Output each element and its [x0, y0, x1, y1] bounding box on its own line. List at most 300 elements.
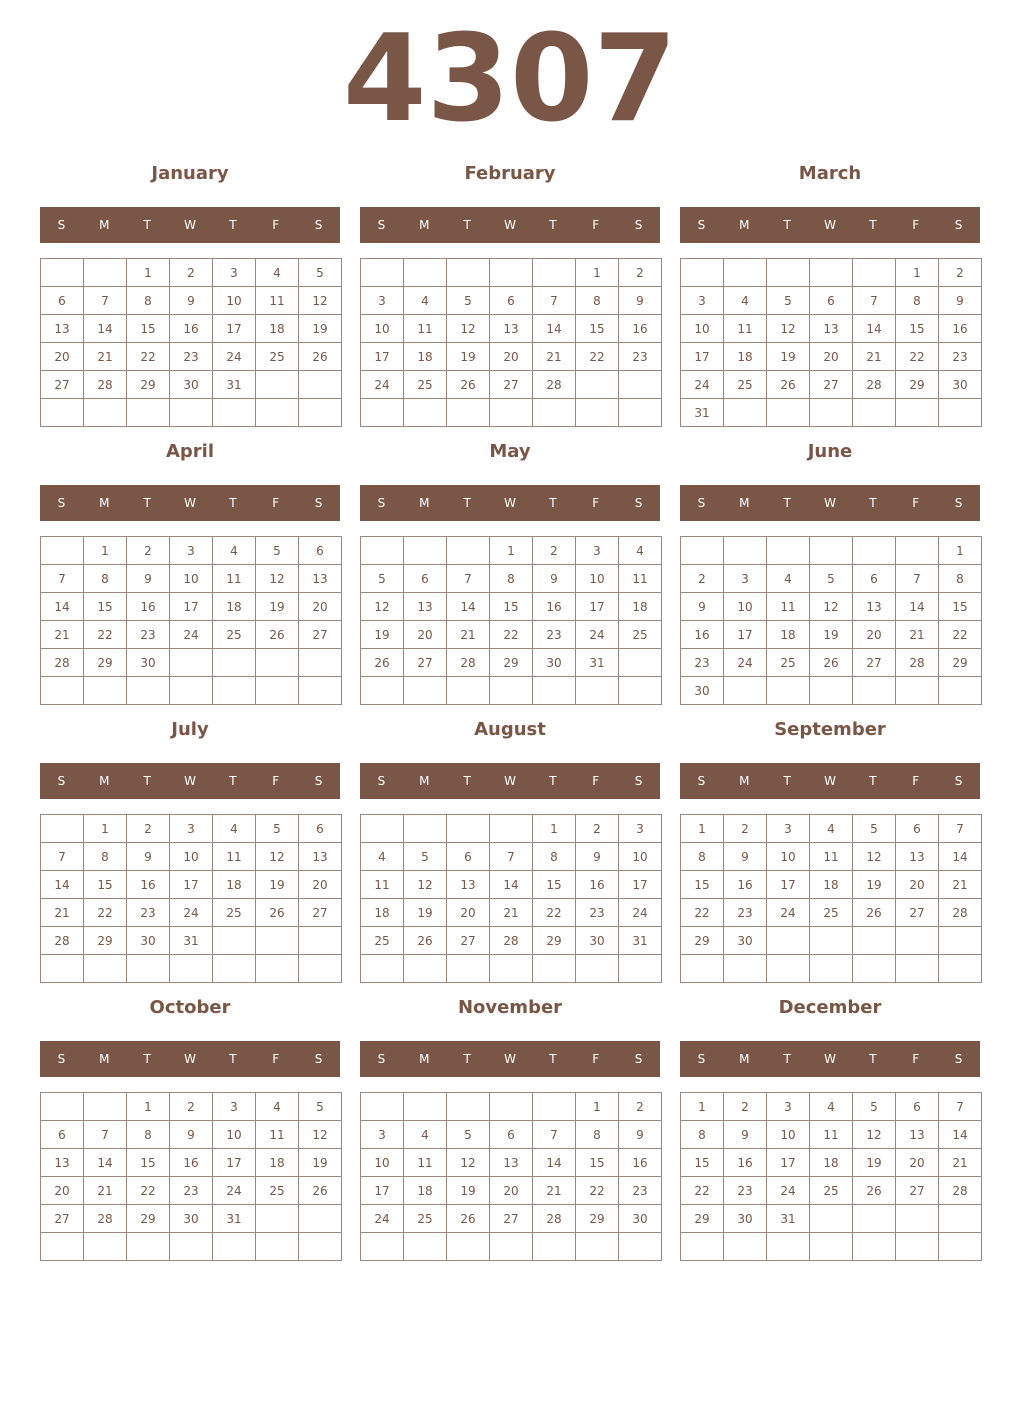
day-cell: 31	[213, 1205, 256, 1233]
day-cell: 29	[84, 649, 127, 677]
day-cell: 17	[724, 621, 767, 649]
day-cell: 7	[533, 287, 576, 315]
day-cell	[213, 677, 256, 705]
day-cell	[939, 927, 982, 955]
day-cell: 21	[853, 343, 896, 371]
day-cell: 17	[767, 1149, 810, 1177]
weekday-label: T	[549, 774, 557, 788]
day-cell: 24	[361, 1205, 404, 1233]
day-cell: 9	[127, 843, 170, 871]
day-cell: 22	[681, 899, 724, 927]
day-cell	[896, 677, 939, 705]
day-cell: 2	[576, 815, 619, 843]
day-cell: 17	[213, 315, 256, 343]
weekday-header	[680, 1041, 980, 1077]
week-row	[681, 537, 982, 565]
week-row	[361, 815, 662, 843]
weekday-label: T	[549, 218, 557, 232]
day-cell: 21	[84, 1177, 127, 1205]
day-cell: 9	[681, 593, 724, 621]
weekday-header	[40, 1041, 340, 1077]
day-cell: 2	[724, 815, 767, 843]
day-cell: 21	[490, 899, 533, 927]
day-cell: 11	[810, 1121, 853, 1149]
weekday-label: S	[697, 496, 706, 510]
week-row	[361, 371, 662, 399]
day-cell	[490, 399, 533, 427]
day-cell	[299, 1233, 342, 1261]
day-cell	[724, 259, 767, 287]
day-cell	[256, 677, 299, 705]
day-cell: 11	[810, 843, 853, 871]
day-cell: 14	[41, 871, 84, 899]
week-row	[681, 843, 982, 871]
day-cell: 29	[681, 1205, 724, 1233]
day-cell	[767, 399, 810, 427]
weekday-label: S	[57, 774, 66, 788]
day-cell: 19	[256, 871, 299, 899]
day-cell	[256, 1205, 299, 1233]
day-cell: 9	[724, 1121, 767, 1149]
day-cell: 8	[84, 843, 127, 871]
day-cell	[767, 537, 810, 565]
day-cell	[447, 955, 490, 983]
week-row	[41, 955, 342, 983]
weekday-label: F	[592, 774, 600, 788]
day-cell: 23	[939, 343, 982, 371]
day-cell: 12	[299, 287, 342, 315]
month-name: October	[149, 997, 231, 1018]
week-row	[361, 649, 662, 677]
weekday-label: W	[824, 218, 836, 232]
day-cell: 8	[84, 565, 127, 593]
day-cell	[896, 1205, 939, 1233]
day-cell: 7	[896, 565, 939, 593]
day-cell: 19	[447, 1177, 490, 1205]
day-cell: 17	[576, 593, 619, 621]
weekday-label: M	[419, 496, 430, 510]
day-cell: 11	[213, 565, 256, 593]
day-grid	[40, 1092, 342, 1261]
day-cell: 23	[533, 621, 576, 649]
day-cell	[576, 1233, 619, 1261]
day-cell: 24	[619, 899, 662, 927]
day-cell	[127, 399, 170, 427]
day-cell: 16	[724, 1149, 767, 1177]
day-cell	[767, 1233, 810, 1261]
day-cell: 30	[724, 927, 767, 955]
day-cell: 13	[404, 593, 447, 621]
day-cell: 8	[490, 565, 533, 593]
week-row	[681, 1177, 982, 1205]
day-cell: 23	[170, 1177, 213, 1205]
day-cell: 28	[490, 927, 533, 955]
day-cell: 4	[810, 815, 853, 843]
day-cell	[619, 371, 662, 399]
day-cell	[896, 927, 939, 955]
day-cell: 5	[853, 1093, 896, 1121]
day-cell	[170, 1233, 213, 1261]
day-cell: 1	[681, 815, 724, 843]
day-cell: 5	[447, 1121, 490, 1149]
day-cell: 6	[896, 815, 939, 843]
day-cell	[299, 677, 342, 705]
day-cell: 16	[619, 315, 662, 343]
day-cell: 5	[767, 287, 810, 315]
day-cell	[490, 677, 533, 705]
day-cell	[810, 955, 853, 983]
weekday-label: S	[314, 1052, 323, 1066]
day-cell	[896, 955, 939, 983]
day-cell: 5	[299, 259, 342, 287]
weekday-label: T	[783, 1052, 791, 1066]
day-cell: 28	[84, 371, 127, 399]
day-cell	[404, 677, 447, 705]
week-row	[681, 871, 982, 899]
day-cell: 27	[490, 371, 533, 399]
weekday-header	[360, 1041, 660, 1077]
day-cell: 7	[533, 1121, 576, 1149]
week-row	[361, 871, 662, 899]
week-row	[361, 927, 662, 955]
weekday-header	[360, 485, 660, 521]
day-cell: 8	[896, 287, 939, 315]
day-cell: 30	[724, 1205, 767, 1233]
day-cell	[681, 1233, 724, 1261]
day-cell: 29	[576, 1205, 619, 1233]
weekday-label: S	[634, 218, 643, 232]
week-row	[41, 1205, 342, 1233]
day-cell	[533, 677, 576, 705]
week-row	[361, 1177, 662, 1205]
day-cell: 17	[213, 1149, 256, 1177]
day-cell	[939, 955, 982, 983]
day-cell: 8	[939, 565, 982, 593]
day-cell	[299, 1205, 342, 1233]
week-row	[681, 343, 982, 371]
day-cell	[490, 815, 533, 843]
day-cell: 23	[127, 899, 170, 927]
day-cell	[447, 399, 490, 427]
weekday-label: T	[783, 218, 791, 232]
day-grid	[680, 258, 982, 427]
month-name: August	[474, 719, 546, 740]
day-cell: 16	[724, 871, 767, 899]
day-cell: 31	[681, 399, 724, 427]
day-cell: 13	[490, 1149, 533, 1177]
day-cell: 5	[853, 815, 896, 843]
weekday-label: M	[739, 1052, 750, 1066]
day-cell: 4	[767, 565, 810, 593]
day-cell	[490, 955, 533, 983]
week-row	[41, 1121, 342, 1149]
day-cell: 7	[939, 815, 982, 843]
day-cell: 12	[299, 1121, 342, 1149]
day-cell	[299, 649, 342, 677]
day-cell: 30	[939, 371, 982, 399]
day-cell	[299, 399, 342, 427]
day-cell	[810, 1233, 853, 1261]
day-cell: 18	[256, 315, 299, 343]
day-cell: 14	[853, 315, 896, 343]
weekday-header	[680, 207, 980, 243]
day-cell: 15	[896, 315, 939, 343]
weekday-label: F	[272, 496, 280, 510]
day-cell: 12	[256, 843, 299, 871]
day-cell: 21	[41, 621, 84, 649]
week-row	[361, 1149, 662, 1177]
day-cell: 10	[170, 843, 213, 871]
day-cell	[447, 677, 490, 705]
week-row	[361, 1205, 662, 1233]
day-cell: 6	[299, 537, 342, 565]
day-cell: 25	[213, 621, 256, 649]
week-row	[681, 259, 982, 287]
day-cell	[619, 1233, 662, 1261]
day-cell	[404, 1233, 447, 1261]
day-cell	[213, 649, 256, 677]
weekday-label: S	[954, 774, 963, 788]
day-cell: 28	[447, 649, 490, 677]
day-cell: 5	[361, 565, 404, 593]
day-cell: 6	[896, 1093, 939, 1121]
day-cell: 31	[213, 371, 256, 399]
day-cell	[767, 955, 810, 983]
day-cell: 2	[619, 259, 662, 287]
day-cell: 31	[170, 927, 213, 955]
day-cell: 7	[447, 565, 490, 593]
day-cell	[681, 955, 724, 983]
day-cell	[853, 955, 896, 983]
day-cell	[724, 955, 767, 983]
weekday-label: S	[314, 774, 323, 788]
weekday-header	[40, 207, 340, 243]
day-cell: 21	[533, 343, 576, 371]
day-grid	[360, 814, 662, 983]
weekday-label: T	[869, 774, 877, 788]
weekday-label: T	[143, 496, 151, 510]
day-cell: 10	[681, 315, 724, 343]
week-row	[361, 677, 662, 705]
day-cell: 14	[447, 593, 490, 621]
day-grid	[360, 536, 662, 705]
day-cell: 24	[170, 621, 213, 649]
day-cell	[767, 259, 810, 287]
day-cell	[533, 259, 576, 287]
week-row	[41, 259, 342, 287]
day-cell: 28	[533, 1205, 576, 1233]
weekday-label: T	[549, 496, 557, 510]
weekday-label: F	[272, 1052, 280, 1066]
weekday-label: S	[57, 1052, 66, 1066]
day-cell	[170, 955, 213, 983]
day-cell: 2	[127, 537, 170, 565]
day-cell: 9	[724, 843, 767, 871]
day-cell: 2	[619, 1093, 662, 1121]
day-cell: 29	[939, 649, 982, 677]
week-row	[41, 565, 342, 593]
day-cell: 15	[939, 593, 982, 621]
weekday-label: W	[184, 496, 196, 510]
day-cell: 29	[896, 371, 939, 399]
day-cell: 17	[619, 871, 662, 899]
day-cell: 11	[361, 871, 404, 899]
day-cell: 14	[490, 871, 533, 899]
week-row	[41, 649, 342, 677]
day-cell	[41, 815, 84, 843]
day-cell: 10	[576, 565, 619, 593]
day-cell: 2	[724, 1093, 767, 1121]
day-cell: 11	[724, 315, 767, 343]
weekday-label: T	[869, 1052, 877, 1066]
day-cell: 23	[127, 621, 170, 649]
day-cell: 30	[127, 649, 170, 677]
week-row	[681, 1093, 982, 1121]
day-cell: 20	[447, 899, 490, 927]
day-cell: 24	[213, 1177, 256, 1205]
day-cell: 1	[84, 537, 127, 565]
day-cell: 9	[170, 1121, 213, 1149]
weekday-label: W	[184, 218, 196, 232]
weekday-label: S	[314, 218, 323, 232]
day-cell: 12	[853, 843, 896, 871]
week-row	[681, 927, 982, 955]
weekday-label: T	[143, 218, 151, 232]
weekday-label: S	[954, 218, 963, 232]
day-cell: 4	[256, 259, 299, 287]
day-cell	[361, 677, 404, 705]
week-row	[361, 899, 662, 927]
day-cell: 8	[681, 843, 724, 871]
day-cell	[533, 955, 576, 983]
weekday-label: W	[504, 774, 516, 788]
weekday-label: W	[184, 774, 196, 788]
day-grid	[360, 258, 662, 427]
day-cell: 19	[853, 1149, 896, 1177]
day-cell	[404, 399, 447, 427]
day-cell: 5	[299, 1093, 342, 1121]
day-cell: 4	[404, 287, 447, 315]
day-cell	[447, 1093, 490, 1121]
month-name: November	[457, 997, 563, 1018]
day-cell	[767, 927, 810, 955]
day-cell	[810, 677, 853, 705]
day-cell: 21	[939, 1149, 982, 1177]
month-name: February	[464, 163, 556, 184]
day-cell: 3	[767, 815, 810, 843]
day-cell: 8	[127, 1121, 170, 1149]
day-cell	[361, 399, 404, 427]
day-cell: 15	[576, 315, 619, 343]
day-cell: 25	[256, 343, 299, 371]
day-cell: 14	[939, 843, 982, 871]
day-cell: 24	[724, 649, 767, 677]
day-cell: 21	[41, 899, 84, 927]
day-cell: 22	[939, 621, 982, 649]
day-cell	[361, 1093, 404, 1121]
day-cell: 25	[256, 1177, 299, 1205]
month-name: March	[798, 163, 862, 184]
day-cell	[256, 1233, 299, 1261]
day-cell	[533, 399, 576, 427]
day-cell: 2	[681, 565, 724, 593]
weekday-label: F	[272, 218, 280, 232]
day-cell: 13	[299, 843, 342, 871]
day-cell: 28	[896, 649, 939, 677]
day-cell: 9	[619, 287, 662, 315]
weekday-header	[680, 763, 980, 799]
day-cell: 31	[576, 649, 619, 677]
weekday-label: S	[377, 218, 386, 232]
day-cell	[41, 677, 84, 705]
weekday-label: T	[783, 496, 791, 510]
weekday-label: F	[912, 774, 920, 788]
day-cell	[853, 537, 896, 565]
day-grid	[40, 536, 342, 705]
day-cell: 10	[724, 593, 767, 621]
day-cell: 24	[361, 371, 404, 399]
day-cell: 25	[767, 649, 810, 677]
day-cell: 22	[576, 343, 619, 371]
day-cell: 22	[84, 621, 127, 649]
day-cell: 27	[853, 649, 896, 677]
week-row	[41, 315, 342, 343]
day-cell: 12	[853, 1121, 896, 1149]
week-row	[41, 899, 342, 927]
day-cell: 28	[533, 371, 576, 399]
weekday-label: F	[592, 1052, 600, 1066]
weekday-label: S	[697, 774, 706, 788]
day-cell: 6	[41, 1121, 84, 1149]
day-cell: 3	[361, 287, 404, 315]
day-cell: 19	[299, 315, 342, 343]
day-cell: 13	[490, 315, 533, 343]
day-cell: 24	[170, 899, 213, 927]
day-cell: 26	[853, 899, 896, 927]
day-cell	[681, 259, 724, 287]
day-cell	[533, 1233, 576, 1261]
day-cell	[41, 537, 84, 565]
day-cell: 15	[127, 1149, 170, 1177]
day-cell	[939, 677, 982, 705]
week-row	[361, 343, 662, 371]
day-cell	[127, 955, 170, 983]
day-cell: 4	[256, 1093, 299, 1121]
day-cell: 31	[619, 927, 662, 955]
day-cell	[361, 955, 404, 983]
day-grid	[40, 814, 342, 983]
day-cell: 19	[299, 1149, 342, 1177]
week-row	[41, 927, 342, 955]
day-cell	[810, 399, 853, 427]
week-row	[361, 287, 662, 315]
weekday-header	[680, 485, 980, 521]
week-row	[361, 537, 662, 565]
day-cell	[810, 259, 853, 287]
day-cell: 27	[41, 371, 84, 399]
day-cell: 2	[170, 1093, 213, 1121]
day-cell: 4	[724, 287, 767, 315]
week-row	[41, 1177, 342, 1205]
day-cell: 10	[213, 287, 256, 315]
day-cell: 4	[619, 537, 662, 565]
weekday-label: T	[143, 1052, 151, 1066]
weekday-label: M	[739, 218, 750, 232]
day-cell	[576, 399, 619, 427]
day-cell: 3	[213, 259, 256, 287]
day-cell: 1	[127, 1093, 170, 1121]
day-cell: 3	[681, 287, 724, 315]
